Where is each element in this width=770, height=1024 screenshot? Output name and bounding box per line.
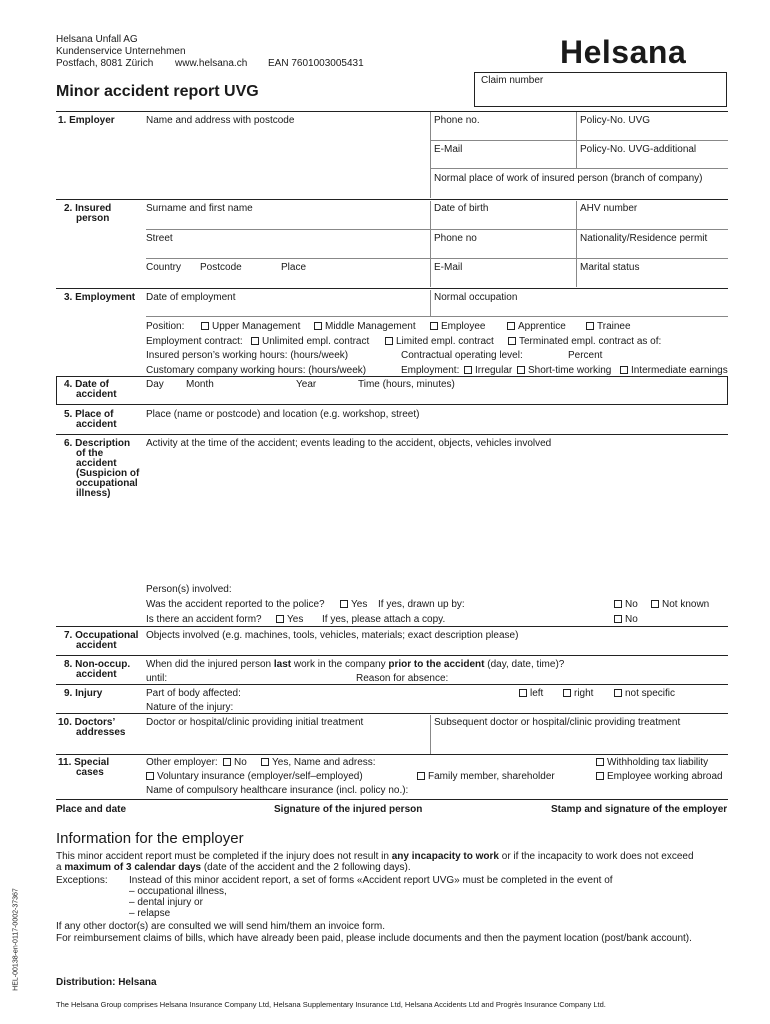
employment-type-label: Employment: [401,365,460,376]
section-6-label: 6. Description [64,438,131,449]
place-field[interactable]: Place [281,262,307,273]
section-7-label: 7. Occupational [64,630,139,641]
accident-time-field[interactable]: Time (hours, minutes) [358,379,455,390]
side-code: HEL-00138-en-0117-0002-37367 [12,888,20,991]
info-paragraph-4: For reimbursement claims of bills, which have already been paid, please include documents and then the payment location (post/bank account). [56,933,692,944]
company-hours-field[interactable]: Customary company working hours: (hours/week) [146,365,367,376]
injury-right[interactable]: right [563,688,593,700]
percent-label: Percent [568,350,603,361]
section-6-label-3: accident [76,458,117,469]
checkbox-icon[interactable] [261,758,269,766]
section-6-label-5: occupational [76,478,138,489]
working-abroad[interactable]: Employee working abroad [596,771,723,783]
place-date-field[interactable]: Place and date [56,804,127,815]
info-paragraph-1: This minor accident report must be completed if the injury does not result in any incapacity to work or if the incapacity to work does not exceed [56,851,694,862]
claim-number-box[interactable] [474,72,727,107]
position-label: Position: [146,321,185,332]
checkbox-icon[interactable] [417,772,425,780]
checkbox-icon[interactable] [276,615,284,623]
injury-left[interactable]: left [519,688,543,700]
checkbox-icon[interactable] [614,615,622,623]
attach-copy-note: If yes, please attach a copy. [322,614,446,625]
employment-irregular[interactable]: Irregular [464,365,512,377]
contract-limited[interactable]: Limited empl. contract [385,336,494,348]
persons-involved-field[interactable]: Person(s) involved: [146,584,232,595]
checkbox-icon[interactable] [430,322,438,330]
checkbox-icon[interactable] [146,772,154,780]
section-7-label-2: accident [76,640,117,651]
accident-description-field[interactable]: Activity at the time of the accident; events leading to the accident, objects, vehicles involved [146,438,552,449]
other-employer-yes[interactable]: Yes, Name and adress: [261,757,376,769]
checkbox-icon[interactable] [340,600,348,608]
section-4-label-2: accident [76,389,117,400]
contractual-level-field[interactable]: Contractual operating level: [401,350,523,361]
ean: EAN 7601003005431 [268,58,364,69]
ahv-field[interactable]: AHV number [580,203,638,214]
footer-text: The Helsana Group comprises Helsana Insurance Company Ltd, Helsana Supplementary Insurance Ltd, Helsana Accidents Ltd and Progrès Insurance Company Ltd. [56,1000,606,1009]
employer-email-field[interactable]: E-Mail [434,144,463,155]
info-heading: Information for the employer [56,830,244,847]
police-not-known[interactable]: Not known [651,599,709,611]
checkbox-icon[interactable] [517,366,525,374]
address-line-3: Postfach, 8081 Zürich [56,58,154,69]
police-no[interactable]: No [614,599,638,611]
exception-item: – relapse [129,908,171,919]
nationality-field[interactable]: Nationality/Residence permit [580,233,708,244]
policy-no-field[interactable]: Policy-No. UVG [580,115,651,126]
checkbox-icon[interactable] [507,322,515,330]
other-employer-label: Other employer: [146,757,218,768]
address-line-2: Kundenservice Unternehmen [56,46,186,57]
family-member[interactable]: Family member, shareholder [417,771,555,783]
info-paragraph-3: If any other doctor(s) are consulted we will send him/them an invoice form. [56,921,386,932]
checkbox-icon[interactable] [519,689,527,697]
exceptions-text: Instead of this minor accident report, a set of forms «Accident report UVG» must be completed in the event of [129,875,613,886]
section-11-label: 11. Special [58,757,110,768]
section-2-label: 2. Insured [64,203,112,214]
marital-status-field[interactable]: Marital status [580,262,640,273]
section-10-label-2: addresses [76,727,126,738]
section-3-label: 3. Employment [64,292,136,303]
accident-day-field[interactable]: Day [146,379,164,390]
accident-form-yes[interactable]: Yes [276,614,303,626]
form-title: Minor accident report UVG [56,83,259,100]
occupation-field[interactable]: Normal occupation [434,292,518,303]
accident-form-no[interactable]: No [614,614,638,626]
info-paragraph-2: a maximum of 3 calendar days (date of the accident and the 2 following days). [56,862,411,873]
injury-not-specific[interactable]: not specific [614,688,675,700]
exceptions-label: Exceptions: [56,875,108,886]
police-drawn-by: If yes, drawn up by: [378,599,465,610]
section-5-label-2: accident [76,419,117,430]
employer-signature-field[interactable]: Stamp and signature of the employer [551,804,728,815]
checkbox-icon[interactable] [314,322,322,330]
section-6-label-4: (Suspicion of [76,468,140,479]
objects-involved-field[interactable]: Objects involved (e.g. machines, tools, vehicles, materials; exact description please) [146,630,519,641]
position-employee[interactable]: Employee [430,321,485,333]
section-6-label-2: of the [76,448,104,459]
street-field[interactable]: Street [146,233,173,244]
accident-place-field[interactable]: Place (name or postcode) and location (e.g. workshop, street) [146,409,420,420]
until-field[interactable]: until: [146,673,168,684]
injured-signature-field[interactable]: Signature of the injured person [274,804,423,815]
checkbox-icon[interactable] [563,689,571,697]
insured-phone-field[interactable]: Phone no [434,233,477,244]
claim-number-label: Claim number [481,75,544,86]
section-11-label-2: cases [76,767,104,778]
last-work-field[interactable]: When did the injured person last work in the company prior to the accident (day, date, time)? [146,659,565,670]
checkbox-icon[interactable] [508,337,516,345]
section-2-label-2: person [76,213,110,224]
checkbox-icon[interactable] [596,772,604,780]
checkbox-icon[interactable] [223,758,231,766]
employment-short-time[interactable]: Short-time working [517,365,611,377]
checkbox-icon[interactable] [620,366,628,374]
healthcare-insurance-field[interactable]: Name of compulsory healthcare insurance (incl. policy no.): [146,785,409,796]
policy-additional-field[interactable]: Policy-No. UVG-additional [580,144,697,155]
police-yes[interactable]: Yes [340,599,367,611]
checkbox-icon[interactable] [651,600,659,608]
section-8-label-2: accident [76,669,117,680]
section-8-label: 8. Non-occup. [64,659,131,670]
position-apprentice[interactable]: Apprentice [507,321,566,333]
exception-item: – dental injury or [129,897,203,908]
contract-label: Employment contract: [146,336,243,347]
section-9-label: 9. Injury [64,688,103,699]
checkbox-icon[interactable] [385,337,393,345]
checkbox-icon[interactable] [614,689,622,697]
work-place-field[interactable]: Normal place of work of insured person (branch of company) [434,173,703,184]
position-trainee[interactable]: Trainee [586,321,631,333]
section-4-label: 4. Date of [64,379,110,390]
absence-reason-field[interactable]: Reason for absence: [356,673,449,684]
employer-phone-field[interactable]: Phone no. [434,115,480,126]
subsequent-doctor-field[interactable]: Subsequent doctor or hospital/clinic providing treatment [434,717,681,728]
body-part-field[interactable]: Part of body affected: [146,688,241,699]
employment-date-field[interactable]: Date of employment [146,292,236,303]
exception-item: – occupational illness, [129,886,227,897]
checkbox-icon[interactable] [201,322,209,330]
website: www.helsana.ch [175,58,248,69]
position-upper-management[interactable]: Upper Management [201,321,300,333]
postcode-field[interactable]: Postcode [200,262,242,273]
accident-month-field[interactable]: Month [186,379,214,390]
employer-name-field[interactable]: Name and address with postcode [146,115,295,126]
section-6-label-6: illness) [76,488,111,499]
accident-year-field[interactable]: Year [296,379,317,390]
contract-unlimited[interactable]: Unlimited empl. contract [251,336,369,348]
contract-terminated[interactable]: Terminated empl. contract as of: [508,336,661,348]
dob-field[interactable]: Date of birth [434,203,489,214]
injury-nature-field[interactable]: Nature of the injury: [146,702,234,713]
initial-doctor-field[interactable]: Doctor or hospital/clinic providing initial treatment [146,717,364,728]
distribution: Distribution: Helsana [56,977,157,988]
section-1-label: 1. Employer [58,115,115,126]
checkbox-icon[interactable] [464,366,472,374]
other-employer-no[interactable]: No [223,757,247,769]
accident-form-question: Is there an accident form? [146,614,262,625]
withholding-tax[interactable]: Withholding tax liability [596,757,708,769]
insured-email-field[interactable]: E-Mail [434,262,463,273]
helsana-logo: Helsana [560,34,687,70]
checkbox-icon[interactable] [586,322,594,330]
address-line-1: Helsana Unfall AG [56,34,138,45]
checkbox-icon[interactable] [251,337,259,345]
insured-hours-field[interactable]: Insured person’s working hours: (hours/week) [146,350,349,361]
checkbox-icon[interactable] [596,758,604,766]
police-question: Was the accident reported to the police? [146,599,325,610]
section-5-label: 5. Place of [64,409,114,420]
voluntary-insurance[interactable]: Voluntary insurance (employer/self–employed) [146,771,363,783]
employment-intermediate[interactable]: Intermediate earnings [620,365,728,377]
checkbox-icon[interactable] [614,600,622,608]
section-10-label: 10. Doctors’ [58,717,116,728]
surname-field[interactable]: Surname and first name [146,203,253,214]
country-field[interactable]: Country [146,262,182,273]
position-middle-management[interactable]: Middle Management [314,321,416,333]
